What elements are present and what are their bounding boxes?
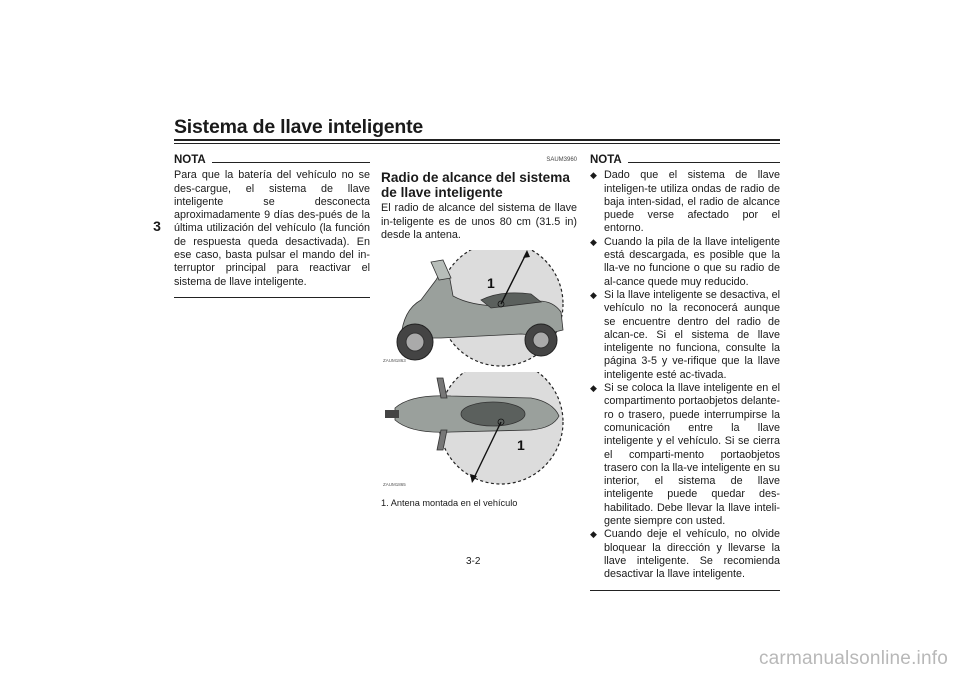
note-rule <box>628 162 780 163</box>
callout-number-bottom: 1 <box>517 437 525 454</box>
figure-caption: 1. Antena montada en el vehículo <box>381 497 518 508</box>
section-ref-code: SAUM3960 <box>546 157 577 163</box>
scooter-side-illustration <box>381 250 577 368</box>
figure-code-top: ZAUM1863 <box>383 358 406 364</box>
left-note <box>174 154 370 298</box>
note-end-rule <box>174 297 370 298</box>
note-label: NOTA <box>174 154 206 166</box>
note-end-rule <box>590 590 780 591</box>
section-range <box>381 154 577 510</box>
scooter-top-illustration <box>381 372 577 490</box>
figure-side-view <box>381 250 577 495</box>
watermark: carmanualsonline.info <box>758 648 948 669</box>
section-heading: Radio de alcance del sistema de llave inteligente <box>381 170 570 201</box>
list-item: ◆ Si se coloca la llave inteligente en el compartimento portaobjetos delante-ro o trasero, puede interrumpirse la comunicación entre la llave inteligente y el vehículo. Si se cierra el comparti-mento portaobjetos trasero con la lla-ve inteligente en su interior, el sistema de llave inteligente puede quedar des-habilitado. Debe llevar la llave inteli-gente siempre con usted. <box>590 382 780 528</box>
list-item: ◆ Dado que el sistema de llave inteligen-te utiliza ondas de radio de baja inten-sidad, el radio de alcance puede verse afectado por el entorno. <box>590 169 780 235</box>
note-header <box>174 154 370 167</box>
title-rule-thin <box>174 143 780 144</box>
page-title: Sistema de llave inteligente <box>174 116 424 138</box>
right-note <box>590 154 780 591</box>
note-label: NOTA <box>590 154 622 166</box>
figure-code-bottom: ZAUM1865 <box>383 482 406 488</box>
list-item: ◆ Cuando la pila de la llave inteligente está descargada, es posible que la lla-ve no funcione o que su radio de al-cance quede muy reducido. <box>590 236 780 289</box>
note-bullet-list <box>590 169 780 581</box>
list-item: ◆ Cuando deje el vehículo, no olvide bloquear la dirección y llevarse la llave inteligente. Se recomienda desactivar la llave inteligente. <box>590 528 780 581</box>
note-header <box>590 154 780 167</box>
section-body: El radio de alcance del sistema de llave in-teligente es de unos 80 cm (31.5 in) desde la antena. <box>381 202 577 241</box>
chapter-number: 3 <box>153 218 161 234</box>
page-number: 3-2 <box>466 556 481 567</box>
note-text: Para que la batería del vehículo no se des-cargue, el sistema de llave inteligente se desconecta aproximadamente 9 días des-pués de la última utilización del vehículo (la función de respuesta queda desactivada). En ese caso, basta pulsar el mando del in-terruptor principal para reactivar el sistema de llave inteligente. <box>174 169 370 288</box>
title-rule <box>174 139 780 141</box>
callout-number: 1 <box>487 275 495 292</box>
note-rule <box>212 162 370 163</box>
list-item: ◆ Si la llave inteligente se desactiva, el vehículo no la reconocerá aunque se encuentre dentro del radio de alcan-ce. Si el sistema de llave inteligente no funciona, consulte la página 3-5 y ve-rifique que la llave inteligente esté ac-tivada. <box>590 289 780 382</box>
